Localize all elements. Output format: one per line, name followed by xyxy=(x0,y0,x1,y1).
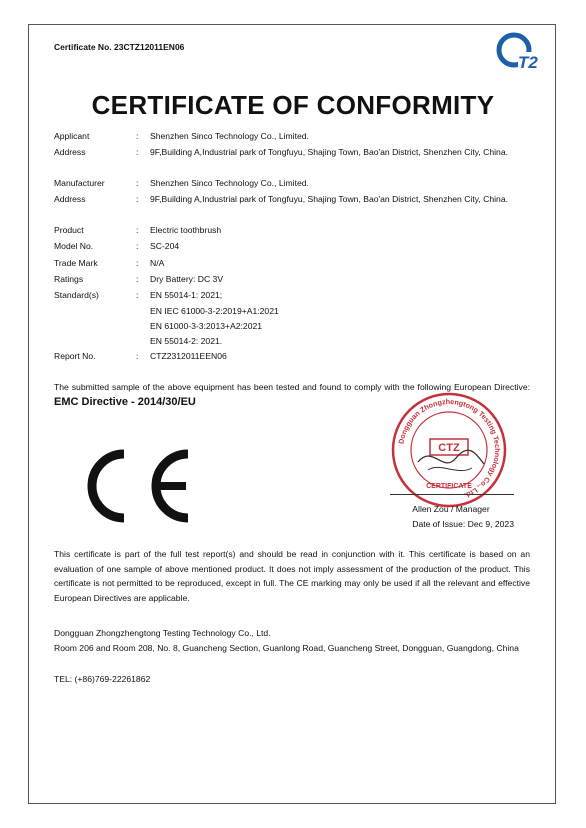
field-label: Model No. xyxy=(54,241,94,251)
field-label: Address xyxy=(54,194,86,204)
signatory-name: Allen Zou / Manager xyxy=(412,504,490,514)
svg-text:CTZ: CTZ xyxy=(438,442,460,454)
field-colon: : xyxy=(136,241,139,251)
standard-item: EN 61000-3-3:2013+A2:2021 xyxy=(150,321,263,331)
field-colon: : xyxy=(136,194,139,204)
field-colon: : xyxy=(136,290,139,300)
field-colon: : xyxy=(136,178,139,188)
page-title: CERTIFICATE OF CONFORMITY xyxy=(91,90,495,120)
company-seal-icon xyxy=(388,392,510,508)
field-value: Dry Battery: DC 3V xyxy=(150,274,224,284)
svg-text:Dongguan Zhongzhengtong Testin: Dongguan Zhongzhengtong Testing Technology Co., Ltd. xyxy=(396,396,503,501)
issuer-address: Room 206 and Room 208, No. 8, Guancheng Section, Guanlong Road, Guancheng Street, Dongguan, Guangdong, China xyxy=(54,643,519,653)
issuer-tel: TEL: (+86)769-22261862 xyxy=(54,674,151,684)
field-value: Shenzhen Sinco Technology Co., Limited. xyxy=(150,131,309,141)
date-of-issue: Date of Issue: Dec 9, 2023 xyxy=(412,519,514,529)
disclaimer: This certificate is part of the full test report(s) and should be read in conjunction with it. This certificate is based on an evaluation of one sample of above mentioned product. It does not imply assessment of the production of the product. This certificate is not permitted to be reproduced, except in full. The CE marking may only be used if all the relevant and effective European Directives are applicable. xyxy=(54,549,530,603)
field-colon: : xyxy=(136,274,139,284)
field-label: Standard(s) xyxy=(54,290,99,300)
field-value: 9F,Building A,Industrial park of Tongfuyu, Shajing Town, Bao'an District, Shenzhen City, China. xyxy=(150,194,509,204)
field-value: SC-204 xyxy=(150,241,180,251)
field-label: Product xyxy=(54,225,84,235)
field-label: Manufacturer xyxy=(54,178,105,188)
certificate-number: Certificate No. 23CTZ12011EN06 xyxy=(54,42,185,52)
field-colon: : xyxy=(136,147,139,157)
field-colon: : xyxy=(136,351,139,361)
field-value: Shenzhen Sinco Technology Co., Limited. xyxy=(150,178,309,188)
field-value: CTZ2312011EEN06 xyxy=(150,351,227,361)
statement-text: The submitted sample of the above equipment has been tested and found to comply with the following European Directive: xyxy=(54,382,530,392)
standard-item: EN 55014-2: 2021. xyxy=(150,336,223,346)
standard-item: EN IEC 61000-3-2:2019+A1:2021 xyxy=(150,306,279,316)
field-value: Electric toothbrush xyxy=(150,225,222,235)
field-value: N/A xyxy=(150,258,165,268)
field-value: 9F,Building A,Industrial park of Tongfuyu, Shajing Town, Bao'an District, Shenzhen City, China. xyxy=(150,147,509,157)
field-label: Report No. xyxy=(54,351,96,361)
field-label: Ratings xyxy=(54,274,84,284)
field-colon: : xyxy=(136,258,139,268)
field-label: Address xyxy=(54,147,86,157)
field-colon: : xyxy=(136,225,139,235)
svg-text:T2: T2 xyxy=(518,53,538,72)
field-label: Trade Mark xyxy=(54,258,98,268)
ctz-logo-icon xyxy=(494,30,548,74)
signature-line xyxy=(390,494,514,495)
issuer-company: Dongguan Zhongzhengtong Testing Technology Co., Ltd. xyxy=(54,628,271,638)
field-colon: : xyxy=(136,131,139,141)
directive-name: EMC Directive - 2014/30/EU xyxy=(54,395,196,408)
standard-item: EN 55014-1: 2021; xyxy=(150,290,223,300)
ce-mark-icon xyxy=(84,446,196,526)
svg-text:CERTIFICATE: CERTIFICATE xyxy=(426,483,472,490)
field-label: Applicant xyxy=(54,131,90,141)
